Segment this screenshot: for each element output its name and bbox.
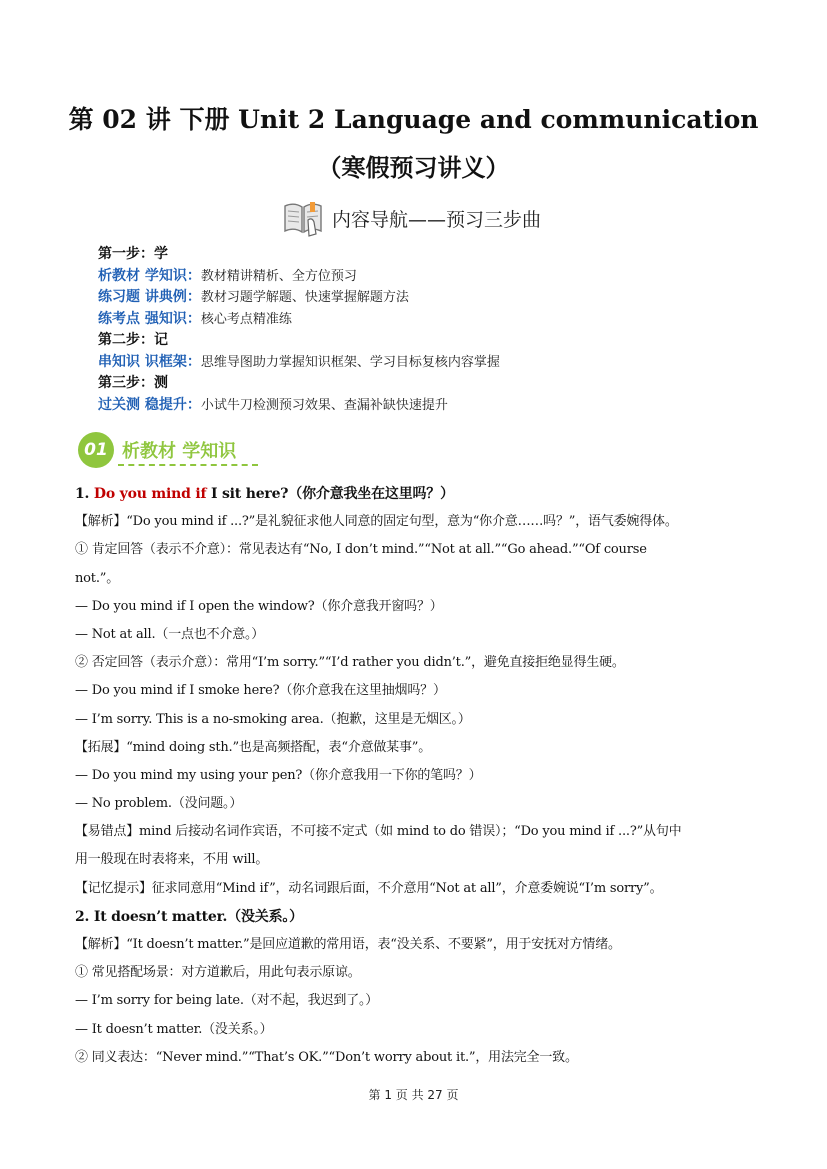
example-line: — Do you mind if I open the window?（你介意我开窗吗？） [75, 598, 443, 614]
text-line: 【拓展】“mind doing sth.”也是高频搭配，表“介意做某事”。 [75, 739, 432, 755]
step-item-label: 串知识 识框架： [98, 353, 201, 370]
step-item-desc: 小试牛刀检测预习效果、查漏补缺快速提升 [200, 397, 448, 413]
text-line: 【易错点】mind 后接动名词作宾语，不可接不定式（如 mind to do 错误）；“Do you mind if ...?”从句中 [75, 824, 682, 840]
section-title: 析教材 学知识 [122, 441, 237, 462]
text-line: ① 常见搭配场景：对方道歉后，用此句表示原谅。 [75, 965, 361, 981]
text-line: ② 否定回答（表示介意）：常用“I’m sorry.”“I’d rather you didn’t.”，避免直接拒绝显得生硬。 [75, 655, 625, 671]
step-item-desc: 教材习题学解题、快速掌握解题方法 [200, 290, 409, 305]
step-item [98, 395, 500, 417]
step-item [98, 266, 500, 288]
text-line: 【记忆提示】征求同意用“Mind if”，动名词跟后面，不介意用“Not at all”，介意委婉说“I’m sorry”。 [75, 880, 663, 896]
nav-title: 内容导航——预习三步曲 [332, 208, 542, 231]
step-heading [98, 373, 500, 395]
page-footer: 第 1 页 共 27 页 [368, 1088, 459, 1102]
text-line: not.”。 [75, 570, 120, 586]
text-line: ② 同义表达：“Never mind.”“That’s OK.”“Don’t worry about it.”，用法完全一致。 [75, 1049, 578, 1065]
document-title: 第 02 讲 下册 Unit 2 Language and communication [68, 105, 759, 134]
step-heading-text: 第三步：测 [98, 375, 168, 391]
example-line: — I’m sorry. This is a no-smoking area.（抱歉，这里是无烟区。） [75, 711, 471, 727]
section-number-badge: 01 [78, 432, 114, 468]
step-item [98, 309, 500, 331]
step-item-label: 过关测 稳提升： [98, 396, 201, 413]
step-item [98, 352, 500, 374]
content-navigation [282, 198, 541, 238]
step-item-desc: 核心考点精准练 [200, 311, 292, 327]
section-header [78, 430, 278, 470]
step-item-label: 练习题 讲典例： [98, 289, 201, 305]
example-line: — Do you mind if I smoke here?（你介意我在这里抽烟吗？） [75, 683, 446, 699]
step-item-desc: 教材精讲精析、全方位预习 [200, 268, 357, 284]
example-line: — It doesn’t matter.（没关系。） [75, 1021, 273, 1037]
step-item-label: 析教材 学知识： [98, 267, 201, 284]
step-heading [98, 244, 500, 266]
step-list [98, 244, 500, 416]
item-heading-1: 1. Do you mind if I sit here?（你介意我坐在这里吗？） [75, 486, 454, 502]
section-underline [118, 464, 258, 466]
example-line: — I’m sorry for being late.（对不起，我迟到了。） [75, 993, 379, 1009]
text-line: 用一般现在时表将来，不用 will。 [75, 852, 269, 868]
item-heading-2: 2. It doesn’t matter.（没关系。） [75, 908, 303, 925]
step-item [98, 287, 500, 309]
step-item-desc: 思维导图助力掌握知识框架、学习目标复核内容掌握 [200, 354, 500, 370]
step-heading-text: 第一步：学 [98, 246, 168, 262]
example-line: — Not at all.（一点也不介意。） [75, 626, 265, 642]
document-subtitle: （寒假预习讲义） [317, 153, 510, 182]
content-body [75, 480, 755, 1072]
example-line: — Do you mind my using your pen?（你介意我用一下你的笔吗？） [75, 767, 482, 783]
step-heading-text: 第二步：记 [98, 332, 168, 348]
example-line: — No problem.（没问题。） [75, 796, 243, 812]
text-line: 【解析】“It doesn’t matter.”是回应道歉的常用语，表“没关系、不要紧”，用于安抚对方情绪。 [75, 937, 621, 952]
step-item-label: 练考点 强知识： [98, 310, 201, 327]
text-line: ① 肯定回答（表示不介意）：常见表达有“No, I don’t mind.”“Not at all.”“Go ahead.”“Of course [75, 542, 647, 558]
text-line: 【解析】“Do you mind if ...?”是礼貌征求他人同意的固定句型，意为“你介意……吗？”，语气委婉得体。 [75, 514, 678, 530]
step-heading [98, 330, 500, 352]
book-icon [282, 198, 324, 238]
